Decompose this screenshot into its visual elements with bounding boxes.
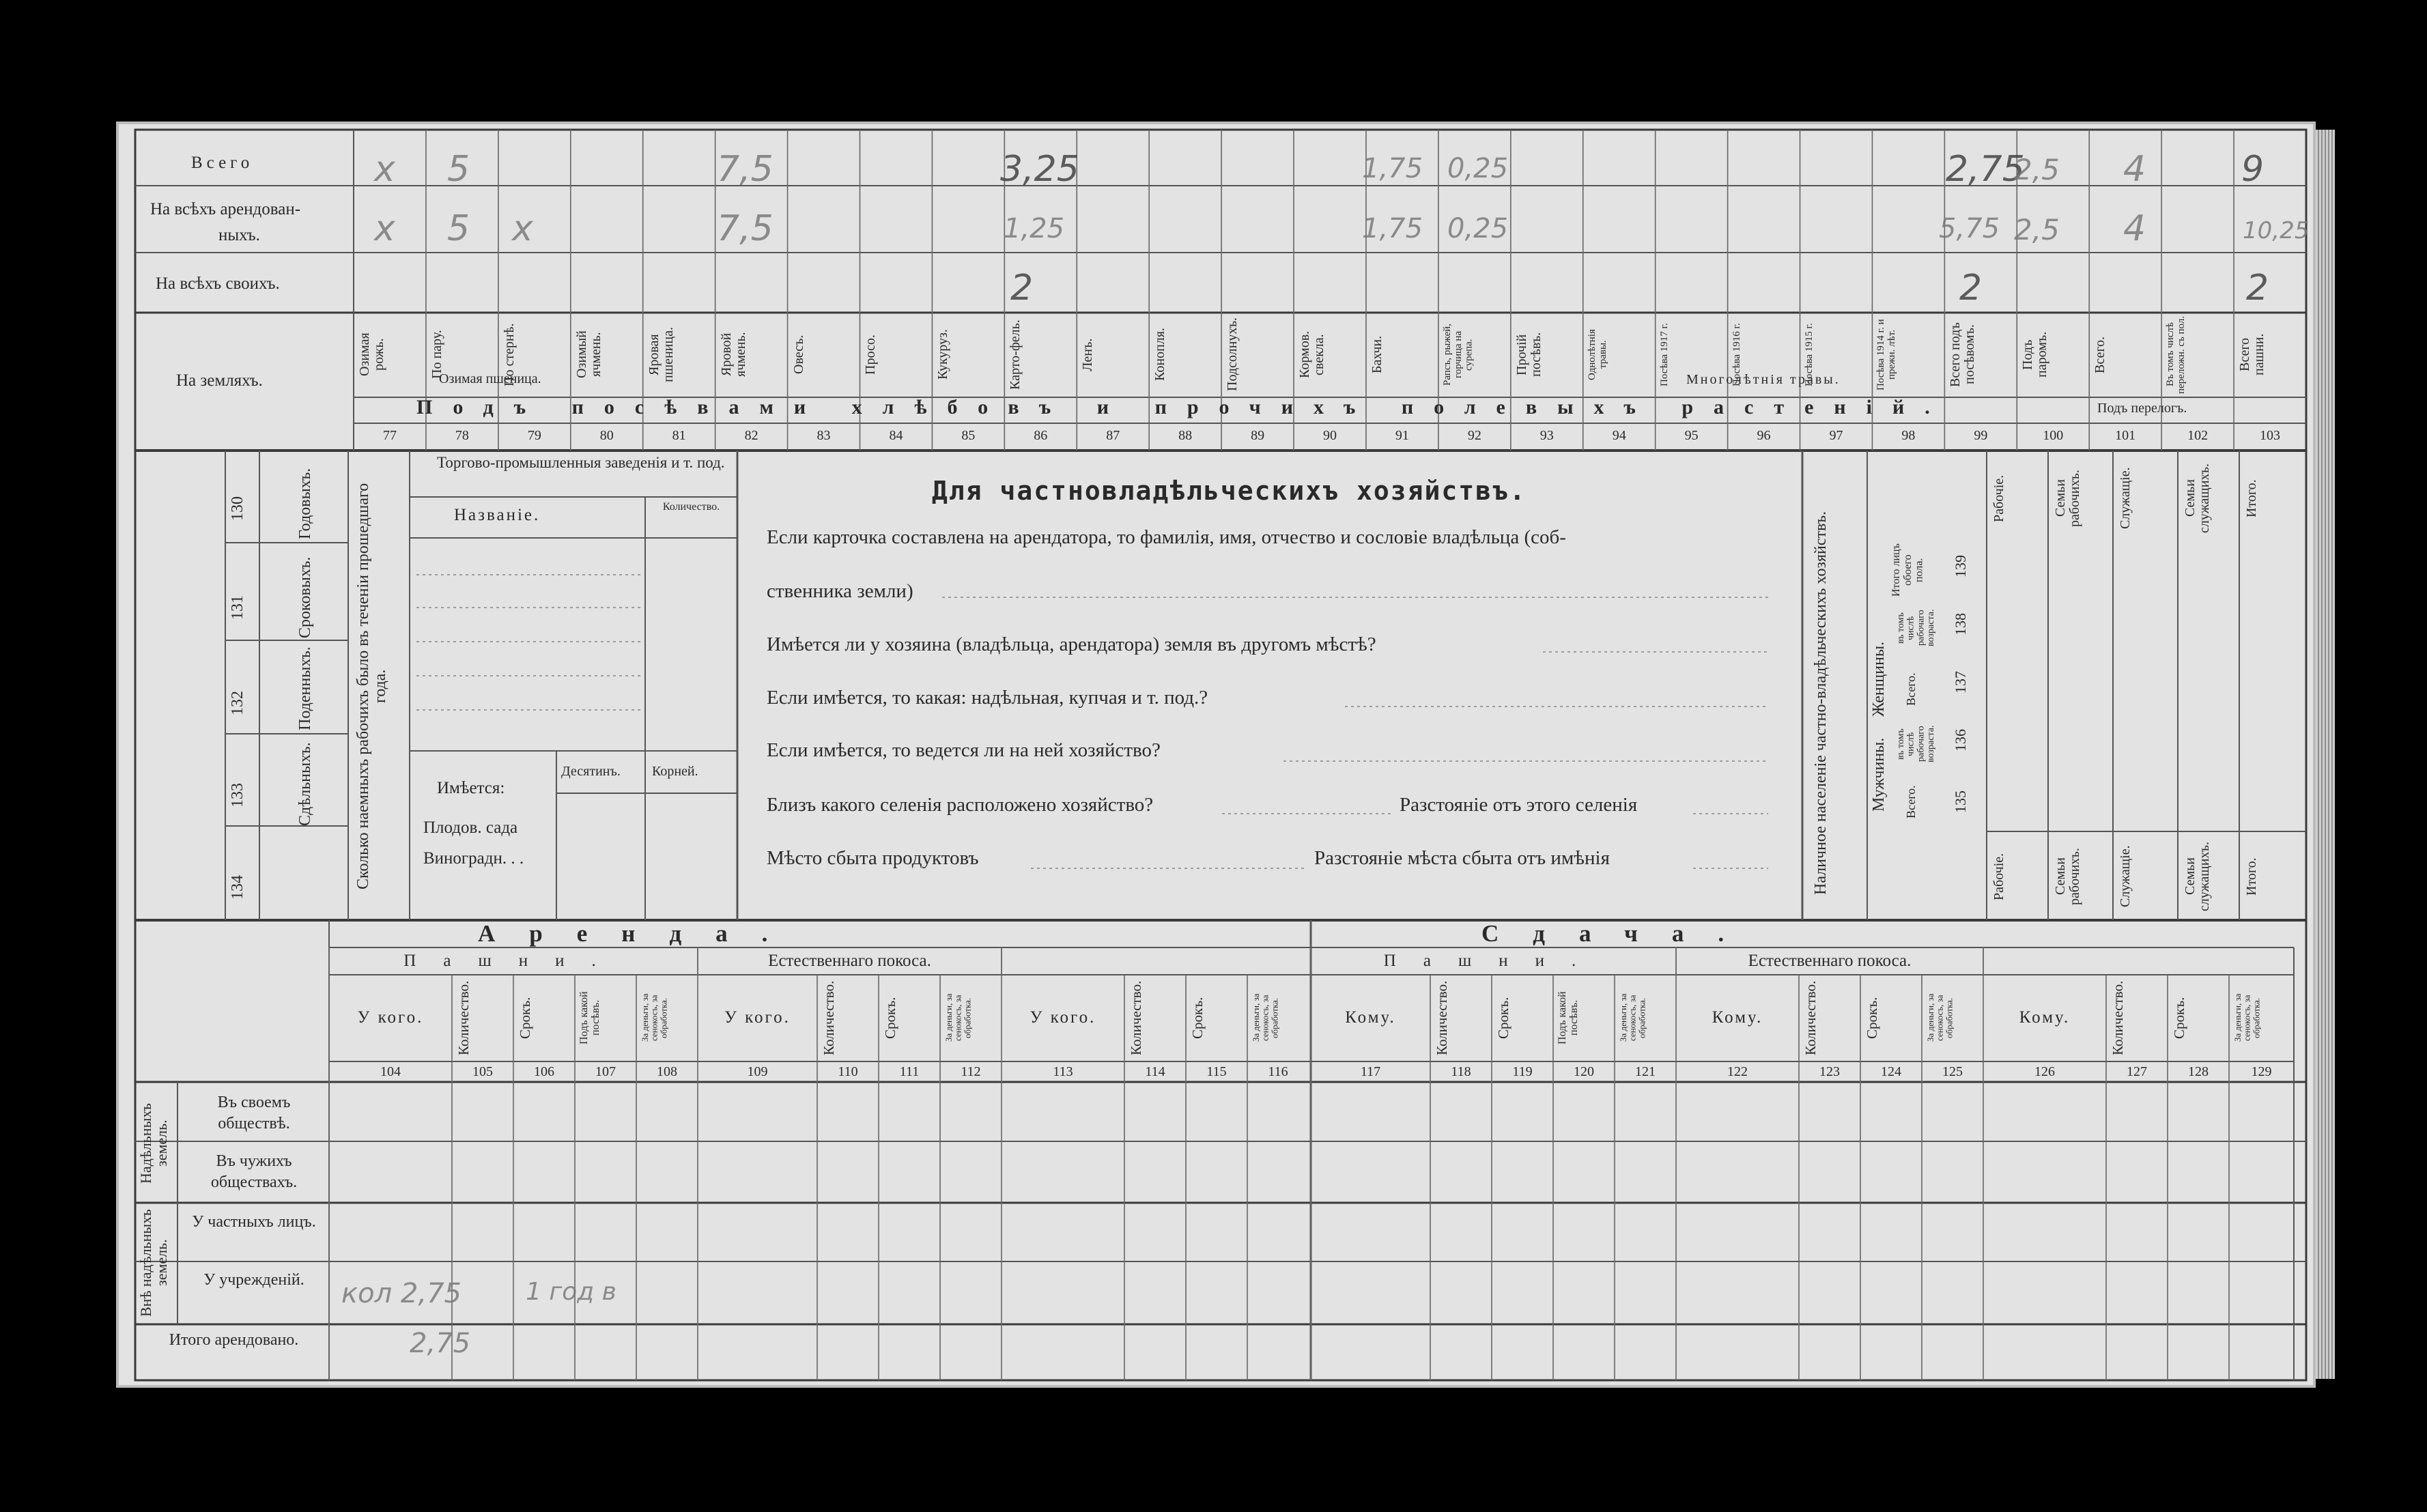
muzh-vsego: Всего. xyxy=(1904,785,1918,819)
top-col-number-14: 90 xyxy=(1323,428,1337,443)
top-col-number-15: 91 xyxy=(1395,428,1409,443)
right-col-bottom-1: Рабочіе. xyxy=(1991,853,2006,900)
right-col-top-2: Семьи рабочихъ. xyxy=(2053,470,2082,527)
pop-num-136: 136 xyxy=(1952,729,1969,752)
row-itogo-arendovano: Итого арендовано. xyxy=(169,1331,299,1349)
row-chastnykh-lits: У частныхъ лицъ. xyxy=(192,1213,316,1231)
bottom-col-number-107: 107 xyxy=(595,1064,616,1079)
top-col-header-1: Озимая рожь. xyxy=(357,332,386,377)
row-label-svoikh: На всѣхъ своихъ. xyxy=(156,274,280,293)
bottom-col-header-122: Кому. xyxy=(1712,1008,1763,1027)
pop-num-139: 139 xyxy=(1952,555,1969,578)
top-col-number-1: 77 xyxy=(382,428,397,443)
top-col-number-5: 81 xyxy=(672,428,686,443)
muzhchiny-label: Мужчины. xyxy=(1870,737,1888,812)
hw-vsego-2: 5 xyxy=(447,149,470,190)
top-col-header-9: Кукуруз. xyxy=(935,329,951,380)
pop-num-137: 137 xyxy=(1952,671,1969,694)
bottom-col-header-127: Количество. xyxy=(2110,980,2126,1055)
top-col-number-4: 80 xyxy=(599,428,614,443)
bottom-col-number-113: 113 xyxy=(1053,1064,1073,1079)
top-col-number-27: 103 xyxy=(2260,428,2281,443)
bottom-col-number-126: 126 xyxy=(2034,1064,2055,1079)
bottom-col-header-108: За деньги, за сенокосъ, за обработка. xyxy=(640,993,669,1042)
top-col-number-9: 85 xyxy=(961,428,976,443)
imeetsya-label: Имѣется: xyxy=(437,779,505,797)
hw-vsego-1: х xyxy=(374,149,395,190)
top-col-header-22: Посѣва 1914 г. и прежн. лѣт. xyxy=(1875,319,1898,390)
bottom-col-number-122: 122 xyxy=(1727,1064,1748,1079)
zhenshchiny-label: Женщины. xyxy=(1870,641,1888,717)
hw-arend-1: х xyxy=(374,208,395,249)
hw-bottom-1: кол 2,75 xyxy=(341,1278,462,1309)
torg-title: Торгово-промышленныя заведенія и т. под. xyxy=(437,454,725,471)
hw-arend-8: 5,75 xyxy=(1939,213,2000,244)
top-col-number-13: 89 xyxy=(1251,428,1265,443)
bottom-col-number-104: 104 xyxy=(380,1064,401,1079)
top-col-header-26: Въ томъ числѣ переложн. съ пол. xyxy=(2165,315,2187,394)
bottom-col-number-120: 120 xyxy=(1574,1064,1594,1079)
hw-vsego-6: 0,25 xyxy=(1447,153,1509,184)
worker-num-130: 130 xyxy=(229,496,246,521)
row-label-arend: На всѣхъ арендован- xyxy=(150,200,301,218)
muzh-v-tom: въ томъ числѣ рабочаго возраста. xyxy=(1896,725,1937,763)
top-col-header-11: Ленъ. xyxy=(1080,338,1096,371)
torg-nazvanie: Названіе. xyxy=(454,506,541,524)
workers-godovykh: Годовыхъ. xyxy=(296,468,314,539)
right-col-top-3: Служащіе. xyxy=(2118,467,2133,530)
bottom-col-header-129: За деньги, за сенокосъ, за обработка. xyxy=(2232,993,2262,1042)
hw-arend-5: 1,25 xyxy=(1004,213,1065,244)
arenda-title: Аренда. xyxy=(478,920,802,947)
bottom-col-number-129: 129 xyxy=(2251,1064,2272,1079)
bottom-col-header-114: Количество. xyxy=(1128,980,1144,1055)
top-col-number-25: 101 xyxy=(2115,428,2136,443)
worker-num-132: 132 xyxy=(229,691,246,715)
hw-vsego-8: 2,5 xyxy=(2014,153,2060,186)
bottom-col-number-114: 114 xyxy=(1145,1064,1165,1079)
zhen-vsego: Всего. xyxy=(1904,672,1918,707)
bottom-col-number-106: 106 xyxy=(534,1064,554,1079)
torg-kolichestvo: Количество. xyxy=(662,501,720,513)
right-col-bottom-2: Семьи рабочихъ. xyxy=(2053,848,2082,905)
top-col-number-22: 98 xyxy=(1901,428,1916,443)
bottom-col-number-115: 115 xyxy=(1206,1064,1227,1079)
itogo-obogo-pola: Итого лицъ обоего пола. xyxy=(1890,543,1925,597)
workers-podennykh: Поденныхъ. xyxy=(296,646,314,730)
right-col-top-4: Семьи служащихъ. xyxy=(2183,463,2212,533)
top-col-number-21: 97 xyxy=(1829,428,1843,443)
pod-perelog-label: Подъ перелогъ. xyxy=(2097,401,2187,416)
bottom-col-number-108: 108 xyxy=(657,1064,677,1079)
top-col-header-23: Всего подъ посѣвомъ. xyxy=(1948,322,1978,387)
sdacha-title: Сдача. xyxy=(1481,920,1759,947)
question-6b: Разстояніе мѣста сбыта отъ имѣнія xyxy=(1314,847,1610,869)
top-col-header-16: Рапсъ, рыжей, горчица на сурепа. xyxy=(1441,324,1475,386)
top-col-header-15: Бахчи. xyxy=(1369,335,1385,374)
hw-vsego-5: 1,75 xyxy=(1362,153,1423,184)
nadelnykh-zemel-label: Надѣльныхъ земель. xyxy=(137,1103,171,1184)
top-col-number-24: 100 xyxy=(2043,428,2064,443)
workers-sdelnykh: Сдѣльныхъ. xyxy=(296,742,314,826)
bottom-col-header-128: Срокъ. xyxy=(2171,997,2187,1039)
bottom-col-header-116: За деньги, за сенокосъ, за обработка. xyxy=(1251,993,1280,1042)
top-col-number-7: 83 xyxy=(817,428,831,443)
bottom-col-header-120: Подъ какой посѣвъ. xyxy=(1557,991,1580,1044)
hw-arend-6: 1,75 xyxy=(1362,213,1423,244)
bottom-col-number-127: 127 xyxy=(2127,1064,2147,1079)
top-col-number-2: 78 xyxy=(455,428,469,443)
hw-arend-10: 4 xyxy=(2123,208,2146,249)
bottom-col-header-125: За деньги, за сенокосъ, за обработка. xyxy=(1925,993,1955,1042)
bottom-col-header-111: Срокъ. xyxy=(882,997,898,1039)
top-col-header-20: Посѣва 1916 г. xyxy=(1731,323,1742,386)
bottom-col-number-123: 123 xyxy=(1819,1064,1840,1079)
top-col-header-6: Яровой ячмень. xyxy=(718,332,748,377)
hw-bottom-3: 2,75 xyxy=(410,1328,471,1359)
top-col-number-26: 102 xyxy=(2187,428,2209,443)
right-col-bottom-4: Семьи служащихъ. xyxy=(2183,842,2212,911)
right-col-bottom-3: Служащіе. xyxy=(2118,845,2133,908)
worker-num-133: 133 xyxy=(229,783,246,808)
top-col-header-19: Посѣва 1917 г. xyxy=(1658,323,1670,386)
right-col-top-5: Итого. xyxy=(2244,479,2259,517)
bottom-col-number-116: 116 xyxy=(1268,1064,1288,1079)
row-label-on-lands: На земляхъ. xyxy=(176,371,263,390)
bottom-col-header-123: Количество. xyxy=(1802,980,1819,1055)
bottom-col-number-121: 121 xyxy=(1635,1064,1656,1079)
bottom-col-number-119: 119 xyxy=(1512,1064,1533,1079)
hw-arend-7: 0,25 xyxy=(1447,213,1509,244)
top-col-header-27: Всего пашни. xyxy=(2237,333,2267,376)
question-1b: ственника земли) xyxy=(767,580,913,602)
skolko-rabochikh-label: Сколько наемныхъ рабочихъ было въ теченіи прошедшаго года. xyxy=(354,483,390,889)
row-svoem-obshchestve: Въ своемъ обществѣ. xyxy=(217,1094,291,1133)
question-5a: Близъ какого селенія расположено хозяйство? xyxy=(767,794,1154,816)
question-3: Если имѣется, то какая: надѣльная, купчая и т. под.? xyxy=(767,687,1208,709)
vne-nadelnykh-label: Внѣ надѣльныхъ земель. xyxy=(137,1209,171,1317)
workers-srokovykh: Сроковыхъ. xyxy=(296,556,314,638)
hw-vsego-7: 2,75 xyxy=(1946,149,2025,190)
bottom-group-title-1: Пашни. xyxy=(403,952,623,970)
hw-arend-4: 7,5 xyxy=(717,208,773,249)
hw-svoikh-2: 2 xyxy=(1959,268,1983,309)
bottom-col-number-111: 111 xyxy=(899,1064,920,1079)
top-col-number-6: 82 xyxy=(744,428,758,443)
worker-num-134: 134 xyxy=(229,875,246,900)
korney-label: Корней. xyxy=(652,764,698,779)
bottom-col-number-125: 125 xyxy=(1942,1064,1963,1079)
mnogoletnie-label: Многолѣтнія травы. xyxy=(1686,372,1841,387)
nalichnoe-naselenie-label: Наличное населеніе частно-владѣльческихъ хозяйствъ. xyxy=(1812,511,1830,896)
bottom-col-number-117: 117 xyxy=(1360,1064,1381,1079)
top-col-header-7: Овесъ. xyxy=(791,334,806,375)
top-col-header-25: Всего. xyxy=(2092,336,2108,373)
bottom-col-number-109: 109 xyxy=(747,1064,768,1079)
top-col-number-16: 92 xyxy=(1467,428,1481,443)
hw-vsego-9: 4 xyxy=(2123,149,2146,190)
bottom-col-number-128: 128 xyxy=(2188,1064,2209,1079)
question-4: Если имѣется, то ведется ли на ней хозяйство? xyxy=(767,739,1161,761)
worker-num-131: 131 xyxy=(229,595,246,620)
question-2: Имѣется ли у хозяина (владѣльца, арендатора) земля въ другомъ мѣстѣ? xyxy=(767,633,1376,655)
top-col-header-8: Просо. xyxy=(863,334,879,375)
bottom-col-number-124: 124 xyxy=(1881,1064,1901,1079)
bottom-col-number-118: 118 xyxy=(1451,1064,1471,1079)
desyatin-label: Десятинъ. xyxy=(561,764,621,779)
top-col-header-18: Однолѣтнія травы. xyxy=(1586,329,1608,380)
top-col-number-12: 88 xyxy=(1178,428,1193,443)
row-label-arend-2: ныхъ. xyxy=(218,226,260,244)
top-col-header-3: По стернѣ. xyxy=(501,323,517,386)
bottom-col-header-118: Количество. xyxy=(1434,980,1450,1055)
hw-vsego-3: 7,5 xyxy=(717,149,773,190)
plodov-sada-label: Плодов. сада xyxy=(423,818,518,837)
top-col-header-5: Яровая пшеница. xyxy=(646,327,676,382)
pop-num-138: 138 xyxy=(1952,613,1969,636)
bottom-col-header-117: Кому. xyxy=(1345,1008,1396,1027)
top-col-header-10: Карто-фель. xyxy=(1008,319,1023,390)
top-col-number-10: 86 xyxy=(1034,428,1048,443)
top-col-number-23: 99 xyxy=(1974,428,1988,443)
pop-num-135: 135 xyxy=(1952,790,1969,814)
bottom-col-header-109: У кого. xyxy=(724,1008,791,1027)
bottom-group-title-4: Пашни. xyxy=(1383,952,1604,970)
question-1: Если карточка составлена на арендатора, то фамилія, имя, отчество и сословіе владѣльца (соб- xyxy=(767,526,1566,548)
bottom-col-number-112: 112 xyxy=(961,1064,981,1079)
top-col-number-18: 94 xyxy=(1612,428,1626,443)
section-title: Для частновладѣльческихъ хозяйствъ. xyxy=(932,476,1527,506)
right-col-bottom-5: Итого. xyxy=(2244,857,2259,896)
hw-arend-2: 5 xyxy=(447,208,470,249)
bottom-col-header-126: Кому. xyxy=(2019,1008,2071,1027)
row-label-vsego: Всего xyxy=(191,154,254,172)
bottom-col-header-106: Срокъ. xyxy=(517,997,533,1039)
top-col-header-2: По пару. xyxy=(429,330,444,380)
hw-svoikh-1: 2 xyxy=(1010,268,1034,309)
crops-band-title: Подъ посѣвами хлѣбовъ и прочихъ полевыхъ растеній. xyxy=(416,396,1950,418)
row-uchrezhdeniy: У учрежденій. xyxy=(203,1271,304,1289)
bottom-group-title-5: Естественнаго покоса. xyxy=(1748,952,1912,970)
top-col-header-21: Посѣва 1915 г. xyxy=(1803,323,1815,386)
hw-arend-9: 2,5 xyxy=(2014,213,2060,246)
hw-vsego-10: 9 xyxy=(2241,149,2265,190)
bottom-group-title-2: Естественнаго покоса. xyxy=(768,952,931,970)
top-col-number-11: 87 xyxy=(1106,428,1120,443)
top-col-number-8: 84 xyxy=(889,428,903,443)
top-col-header-17: Прочій посѣвъ. xyxy=(1514,332,1544,377)
top-col-header-12: Конопля. xyxy=(1152,328,1168,382)
top-col-header-4: Озимый ячмень. xyxy=(573,330,604,379)
zhen-v-tom: въ томъ числѣ рабочаго возраста. xyxy=(1896,609,1937,647)
top-col-header-14: Кормов. свекла. xyxy=(1297,330,1327,379)
row-chuzhikh-obshchestvakh: Въ чужихъ обществахъ. xyxy=(210,1152,298,1192)
hw-svoikh-3: 2 xyxy=(2246,268,2269,309)
bottom-col-header-104: У кого. xyxy=(357,1008,424,1027)
top-col-header-24: Подъ паромъ. xyxy=(2020,331,2050,378)
right-col-top-1: Рабочіе. xyxy=(1991,474,2006,522)
question-6a: Мѣсто сбыта продуктовъ xyxy=(767,847,979,869)
hw-arend-11: 10,25 xyxy=(2243,217,2310,244)
bottom-col-header-121: За деньги, за сенокосъ, за обработка. xyxy=(1618,993,1647,1042)
top-col-header-13: Подсолнухъ. xyxy=(1225,317,1240,392)
vinograd-label: Виноградн. . . xyxy=(423,849,524,868)
bottom-col-number-110: 110 xyxy=(838,1064,858,1079)
bottom-col-header-113: У кого. xyxy=(1030,1008,1096,1027)
top-col-number-17: 93 xyxy=(1539,428,1554,443)
bottom-col-header-105: Количество. xyxy=(455,980,472,1055)
top-col-number-3: 79 xyxy=(527,428,541,443)
ozimaya-pshenitsa-label: Озимая пшеница. xyxy=(439,371,541,386)
bottom-col-header-115: Срокъ. xyxy=(1189,997,1206,1039)
bottom-col-header-112: За деньги, за сенокосъ, за обработка. xyxy=(943,993,973,1042)
hw-vsego-4: 3,25 xyxy=(1000,149,1079,190)
bottom-col-number-105: 105 xyxy=(472,1064,493,1079)
hw-bottom-2: 1 год в xyxy=(526,1278,616,1306)
bottom-col-header-124: Срокъ. xyxy=(1864,997,1880,1039)
top-col-number-19: 95 xyxy=(1684,428,1699,443)
bottom-col-header-110: Количество. xyxy=(821,980,837,1055)
bottom-col-header-119: Срокъ. xyxy=(1495,997,1511,1039)
question-5b: Разстояніе отъ этого селенія xyxy=(1400,794,1638,816)
top-col-number-20: 96 xyxy=(1757,428,1771,443)
hw-arend-3: х xyxy=(512,208,533,249)
bottom-col-header-107: Подъ какой посѣвъ. xyxy=(578,991,601,1044)
